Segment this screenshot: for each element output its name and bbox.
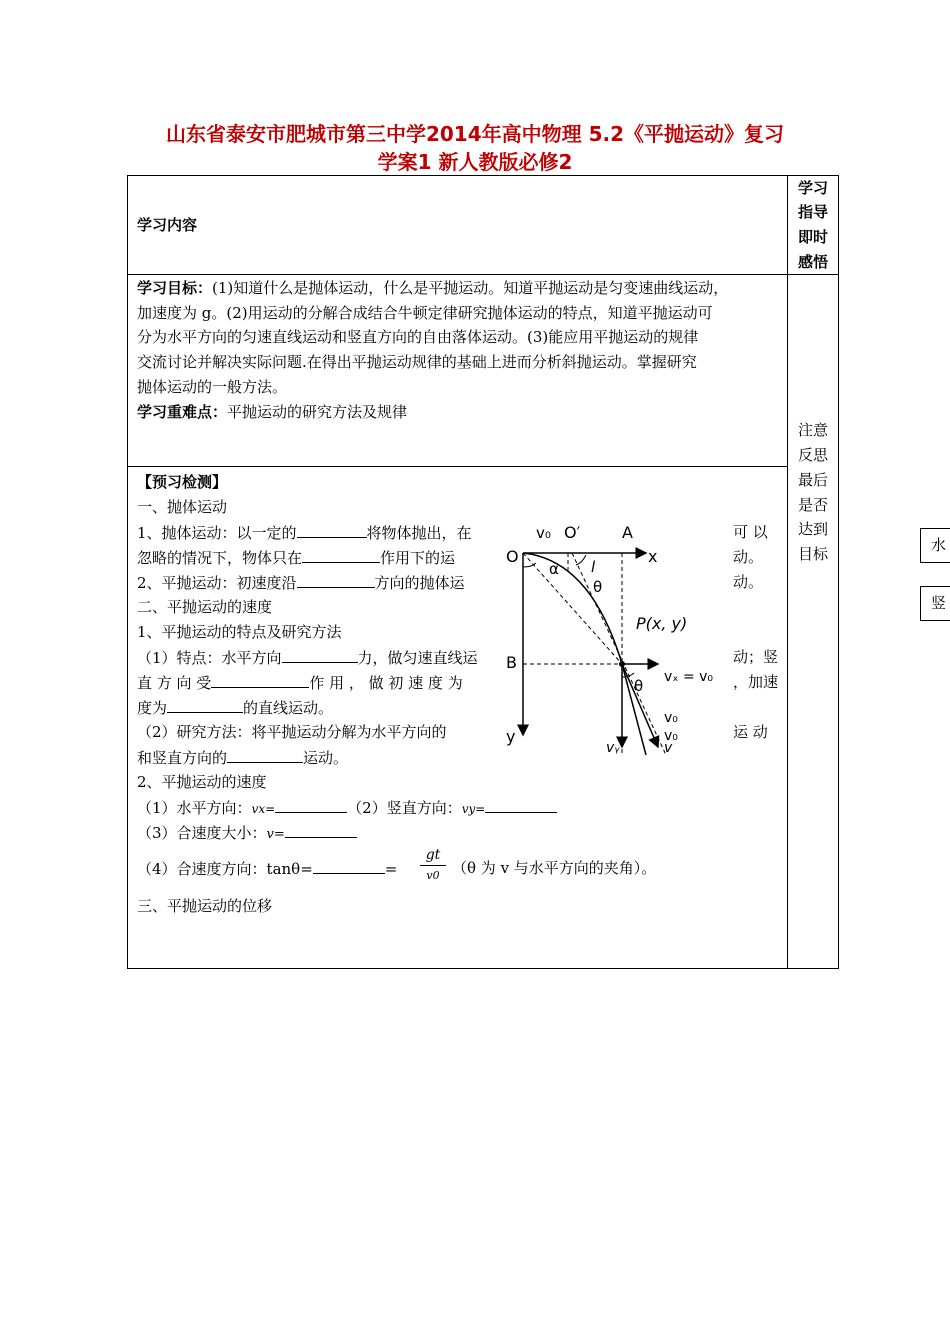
svg-text:B: B xyxy=(506,653,517,672)
svg-text:O′: O′ xyxy=(564,523,581,542)
content-header: 学习内容 xyxy=(137,216,198,234)
fraction-gt-over-v0: gt v0 xyxy=(420,845,446,886)
answer-blank[interactable] xyxy=(275,795,347,813)
header-row-divider xyxy=(127,274,839,275)
answer-blank[interactable] xyxy=(485,795,557,813)
margin-box-horizontal: 水 xyxy=(920,528,950,563)
answer-blank[interactable] xyxy=(302,545,380,563)
answer-blank[interactable] xyxy=(282,645,358,663)
svg-text:vₓ = v₀: vₓ = v₀ xyxy=(664,669,714,685)
margin-box-vertical: 竖 xyxy=(920,586,950,621)
trajectory-curve xyxy=(523,553,646,755)
answer-blank[interactable] xyxy=(285,820,357,838)
svg-text:v₀: v₀ xyxy=(536,524,551,542)
section-heading: 二、平抛运动的速度 xyxy=(137,598,273,616)
svg-text:v₀: v₀ xyxy=(664,728,678,744)
objectives-label: 学习目标： xyxy=(137,279,213,297)
answer-blank[interactable] xyxy=(227,745,303,763)
preview-heading: 【预习检测】 xyxy=(137,473,228,491)
svg-text:vᵧ: vᵧ xyxy=(606,740,620,756)
answer-blank[interactable] xyxy=(313,856,385,874)
objectives-row-divider xyxy=(127,466,788,467)
svg-text:O: O xyxy=(506,547,519,566)
document-title-line1: 山东省泰安市肥城市第三中学2014年高中物理 5.2《平抛运动》复习 xyxy=(165,122,785,146)
svg-text:P(x, y): P(x, y) xyxy=(636,614,688,633)
svg-text:y: y xyxy=(506,727,516,746)
section-heading: 三、平抛运动的位移 xyxy=(137,897,273,915)
answer-blank[interactable] xyxy=(297,570,375,588)
answer-blank[interactable] xyxy=(167,695,243,713)
document-title-line2: 学案1 新人教版必修2 xyxy=(377,150,573,174)
svg-text:v: v xyxy=(664,740,673,756)
section-heading: 一、抛体运动 xyxy=(137,498,228,516)
projectile-motion-diagram xyxy=(496,515,728,765)
guide-column-divider xyxy=(787,175,788,969)
svg-text:x: x xyxy=(648,547,658,566)
answer-blank[interactable] xyxy=(297,520,367,538)
key-points-text: 平抛运动的研究方法及规律 xyxy=(227,403,408,421)
svg-text:θ: θ xyxy=(634,677,644,695)
key-points-label: 学习重难点： xyxy=(137,403,228,421)
svg-text:α: α xyxy=(549,560,559,578)
svg-text:v₀: v₀ xyxy=(664,710,678,726)
svg-text:θ: θ xyxy=(593,578,603,596)
svg-text:l: l xyxy=(591,558,596,576)
answer-blank[interactable] xyxy=(211,670,309,688)
svg-text:A: A xyxy=(622,523,633,542)
